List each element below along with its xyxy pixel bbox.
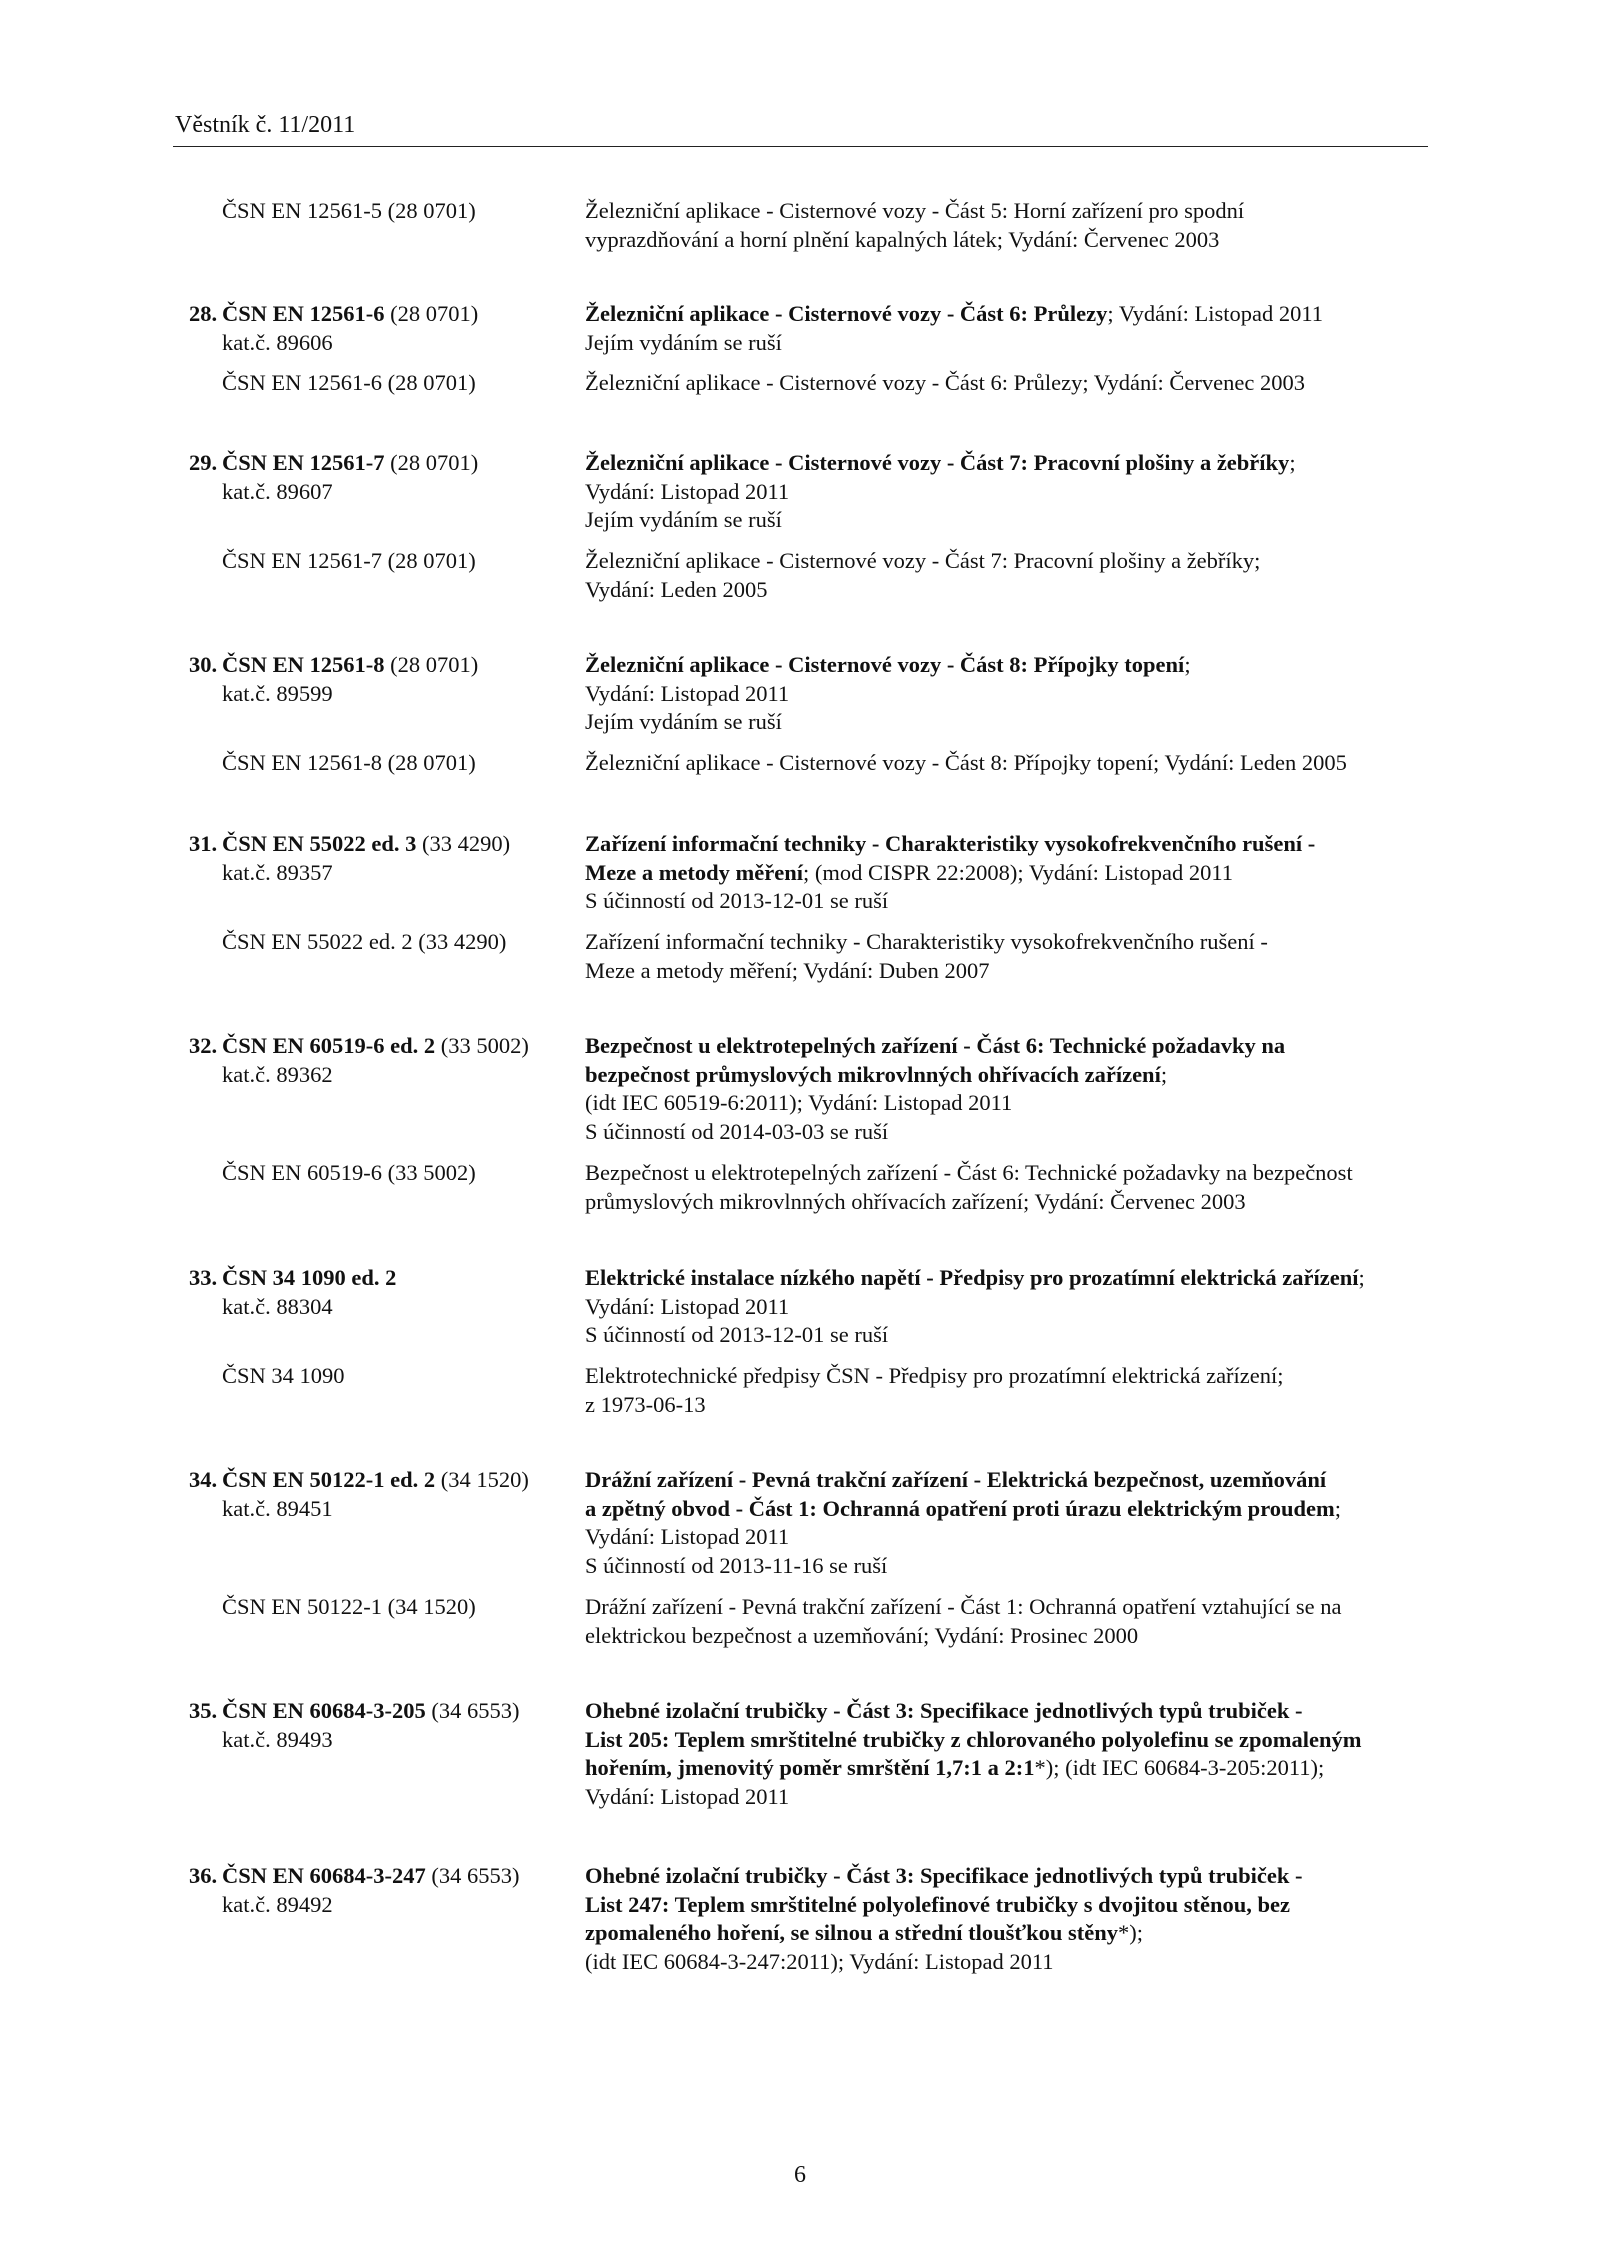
entry-number: 29.	[189, 450, 218, 475]
issue-date: Vydání: Listopad 2011	[585, 680, 790, 706]
cancellation-note: Jejím vydáním se ruší	[585, 329, 782, 355]
replaced-standard-id: ČSN EN 12561-6 (28 0701)	[222, 370, 476, 395]
catalog-number: kat.č. 89362	[222, 1061, 333, 1087]
standard-class: (28 0701)	[384, 301, 479, 326]
replaced-standard-text: Železniční aplikace - Cisternové vozy - Část 7: Pracovní plošiny a žebříky; Vydání: Leden 2005	[585, 548, 1261, 602]
standard-description: Drážní zařízení - Pevná trakční zařízení - Elektrická bezpečnost, uzemňování a zpětný obvod - Část 1: Ochranná opatření proti úrazu elektrickým proudem; Vydání: Listopad 2011 S účinností od 2013-11-16 se ruší	[585, 1466, 1430, 1580]
issue-date: (idt IEC 60684-3-247:2011); Vydání: Listopad 2011	[585, 1948, 1054, 1974]
standard-class: (34 6553)	[425, 1863, 520, 1888]
entry-number: 30.	[189, 652, 218, 677]
standard-description: Ohebné izolační trubičky - Část 3: Specifikace jednotlivých typů trubiček - List 205: Teplem smrštitelné trubičky z chlorovaného polyolefinu se zpomaleným hořením, jmenovitý poměr smrštění 1,7:1 a 2:1*); (idt IEC 60684-3-205:2011); Vydání: Listopad 2011	[585, 1697, 1430, 1811]
catalog-number: kat.č. 89357	[222, 859, 333, 885]
standard-class: (34 1520)	[435, 1467, 529, 1492]
standard-id: ČSN EN 12561-8	[222, 652, 385, 677]
standard-class: (34 6553)	[425, 1698, 520, 1723]
issue-date: (idt IEC 60519-6:2011); Vydání: Listopad 2011	[585, 1090, 1013, 1115]
standard-class: (33 5002)	[435, 1033, 529, 1058]
entry-number: 35.	[189, 1698, 218, 1723]
standard-id-block	[189, 830, 562, 887]
replaced-standard-text: Železniční aplikace - Cisternové vozy - Část 5: Horní zařízení pro spodní vyprazdňování a horní plnění kapalných látek; Vydání: Červenec 2003	[585, 198, 1245, 252]
page-header-title: Věstník č. 11/2011	[175, 112, 356, 138]
issue-date: Vydání: Listopad 2011	[585, 1293, 790, 1319]
standard-class: (33 4290)	[416, 831, 511, 856]
standard-id: ČSN EN 60519-6 ed. 2	[222, 1033, 436, 1058]
entry-number: 28.	[189, 301, 218, 326]
standard-title: Elektrické instalace nízkého napětí - Předpisy pro prozatímní elektrická zařízení	[585, 1265, 1359, 1290]
standard-id-block	[189, 449, 562, 506]
standard-id-block	[189, 1466, 562, 1523]
standard-title: Zařízení informační techniky - Charakteristiky vysokofrekvenčního rušení -	[585, 831, 1316, 856]
catalog-number: kat.č. 89493	[222, 1726, 333, 1752]
replaced-standard-id: ČSN EN 12561-7 (28 0701)	[222, 548, 476, 573]
replaced-standard-text: Železniční aplikace - Cisternové vozy - Část 8: Přípojky topení; Vydání: Leden 2005	[585, 750, 1347, 775]
standard-title: Ohebné izolační trubičky - Část 3: Specifikace jednotlivých typů trubiček -	[585, 1863, 1303, 1888]
replaced-standard-text: Železniční aplikace - Cisternové vozy - Část 6: Průlezy; Vydání: Červenec 2003	[585, 370, 1305, 395]
standard-id: ČSN EN 50122-1 ed. 2	[222, 1467, 436, 1492]
issue-date: Vydání: Listopad 2011	[585, 1783, 790, 1809]
replaced-standard-id: ČSN EN 50122-1 (34 1520)	[222, 1594, 476, 1619]
standard-class: (28 0701)	[384, 450, 479, 475]
standard-id-block	[189, 1862, 562, 1919]
standard-id-block	[189, 1697, 562, 1754]
entry-number: 36.	[189, 1863, 218, 1888]
replaced-standard-text: Elektrotechnické předpisy ČSN - Předpisy pro prozatímní elektrická zařízení; z 1973-06-13	[585, 1363, 1284, 1417]
replaced-standard-id: ČSN 34 1090	[222, 1363, 345, 1388]
issue-date: Vydání: Listopad 2011	[585, 478, 790, 504]
cancellation-note: S účinností od 2014-03-03 se ruší	[585, 1118, 889, 1144]
page-number: 6	[794, 2162, 806, 2188]
standard-id: ČSN EN 55022 ed. 3	[222, 831, 417, 856]
standard-id-block	[189, 1032, 562, 1089]
standard-title: Drážní zařízení - Pevná trakční zařízení - Elektrická bezpečnost, uzemňování	[585, 1467, 1327, 1492]
entry-number: 33.	[189, 1265, 218, 1290]
standard-description: Zařízení informační techniky - Charakteristiky vysokofrekvenčního rušení - Meze a metody měření; (mod CISPR 22:2008); Vydání: Listopad 2011 S účinností od 2013-12-01 se ruší	[585, 830, 1430, 916]
catalog-number: kat.č. 89451	[222, 1495, 333, 1521]
standard-id: ČSN EN 60684-3-205	[222, 1698, 426, 1723]
standard-title: Železniční aplikace - Cisternové vozy - Část 7: Pracovní plošiny a žebříky	[585, 450, 1290, 475]
standard-id: ČSN EN 12561-6	[222, 301, 385, 326]
standard-title: Železniční aplikace - Cisternové vozy - Část 8: Přípojky topení	[585, 652, 1185, 677]
standard-class: (28 0701)	[384, 652, 479, 677]
replaced-standard-text: Zařízení informační techniky - Charakteristiky vysokofrekvenčního rušení - Meze a metody měření; Vydání: Duben 2007	[585, 929, 1268, 983]
replaced-standard-id: ČSN EN 55022 ed. 2 (33 4290)	[222, 929, 507, 954]
standard-id: ČSN EN 12561-7	[222, 450, 385, 475]
replaced-standard-id: ČSN EN 60519-6 (33 5002)	[222, 1160, 476, 1185]
standard-id-block	[189, 300, 562, 357]
catalog-number: kat.č. 89599	[222, 680, 333, 706]
replaced-standard-id: ČSN EN 12561-8 (28 0701)	[222, 750, 476, 775]
standard-title: Železniční aplikace - Cisternové vozy - Část 6: Průlezy	[585, 301, 1108, 326]
entry-number: 32.	[189, 1033, 218, 1058]
cancellation-note: S účinností od 2013-11-16 se ruší	[585, 1552, 888, 1578]
catalog-number: kat.č. 88304	[222, 1293, 333, 1319]
standard-description: Elektrické instalace nízkého napětí - Předpisy pro prozatímní elektrická zařízení; Vydání: Listopad 2011 S účinností od 2013-12-01 se ruší	[585, 1264, 1430, 1350]
entry-number: 34.	[189, 1467, 218, 1492]
catalog-number: kat.č. 89607	[222, 478, 333, 504]
entry-number: 31.	[189, 831, 218, 856]
standard-id: ČSN 34 1090 ed. 2	[222, 1265, 397, 1290]
replaced-standard-text: Drážní zařízení - Pevná trakční zařízení - Část 1: Ochranná opatření vztahující se na elektrickou bezpečnost a uzemňování; Vydání: Prosinec 2000	[585, 1594, 1342, 1648]
cancellation-note: Jejím vydáním se ruší	[585, 507, 782, 532]
standard-id: ČSN EN 60684-3-247	[222, 1863, 426, 1888]
standard-title: Bezpečnost u elektrotepelných zařízení - Část 6: Technické požadavky na	[585, 1033, 1286, 1058]
cancellation-note: S účinností od 2013-12-01 se ruší	[585, 888, 889, 913]
catalog-number: kat.č. 89492	[222, 1891, 333, 1917]
standard-description: Železniční aplikace - Cisternové vozy - Část 8: Přípojky topení; Vydání: Listopad 2011 Jejím vydáním se ruší	[585, 651, 1430, 737]
replaced-standard-id: ČSN EN 12561-5 (28 0701)	[222, 198, 476, 223]
standard-description: Ohebné izolační trubičky - Část 3: Specifikace jednotlivých typů trubiček - List 247: Teplem smrštitelné polyolefinové trubičky s dvojitou stěnou, bez zpomaleného hoření, se silnou a střední tloušťkou stěny*); (idt IEC 60684-3-247:2011); Vydání: Listopad 2011	[585, 1862, 1430, 1976]
cancellation-note: S účinností od 2013-12-01 se ruší	[585, 1322, 889, 1347]
standard-id-block	[189, 651, 562, 708]
standard-title: Ohebné izolační trubičky - Část 3: Specifikace jednotlivých typů trubiček -	[585, 1698, 1303, 1723]
issue-date: Vydání: Listopad 2011	[585, 1524, 790, 1549]
replaced-standard-text: Bezpečnost u elektrotepelných zařízení - Část 6: Technické požadavky na bezpečnost průmyslových mikrovlnných ohřívacích zařízení; Vydání: Červenec 2003	[585, 1160, 1353, 1214]
cancellation-note: Jejím vydáním se ruší	[585, 709, 782, 734]
standard-description: Bezpečnost u elektrotepelných zařízení - Část 6: Technické požadavky na bezpečnost průmyslových mikrovlnných ohřívacích zařízení; (idt IEC 60519-6:2011); Vydání: Listopad 2011 S účinností od 2014-03-03 se ruší	[585, 1032, 1430, 1146]
standard-description: Železniční aplikace - Cisternové vozy - Část 6: Průlezy; Vydání: Listopad 2011 Jejím vydáním se ruší	[585, 300, 1430, 357]
standard-description: Železniční aplikace - Cisternové vozy - Část 7: Pracovní plošiny a žebříky; Vydání: Listopad 2011 Jejím vydáním se ruší	[585, 449, 1430, 535]
catalog-number: kat.č. 89606	[222, 329, 333, 355]
header-rule	[173, 146, 1428, 147]
standard-id-block	[189, 1264, 562, 1321]
